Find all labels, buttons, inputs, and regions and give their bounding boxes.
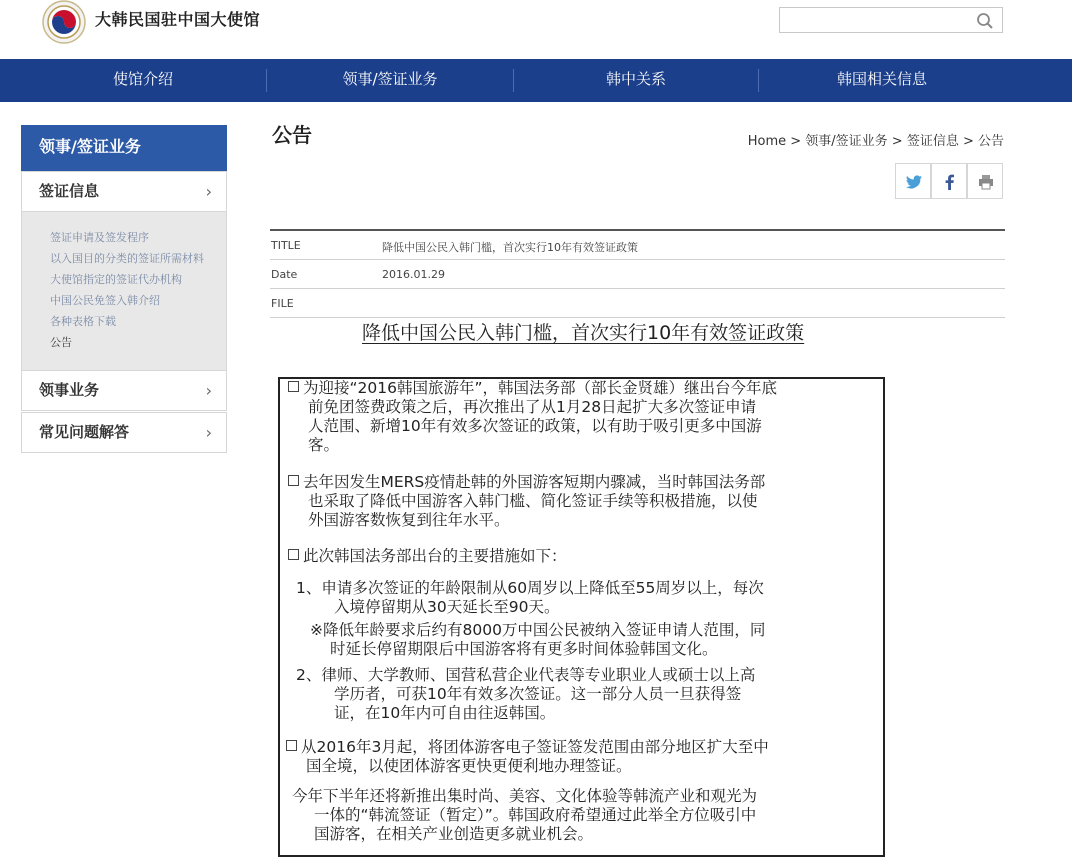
bullet-square-icon [288, 549, 299, 560]
notice-line: 从2016年3月起，将团体游客电子签证签发范围由部分地区扩大至中 [301, 738, 769, 756]
notice-paragraph-3 [288, 547, 567, 566]
notice-line: 国游客，在相关产业创造更多就业机会。 [314, 825, 594, 843]
notice-line: 时延长停留期限后中国游客将有更多时间体验韩国文化。 [330, 640, 718, 658]
facebook-icon [941, 173, 959, 191]
sidebar-item-label: 签证信息 [39, 182, 100, 200]
embassy-emblem-icon[interactable] [42, 0, 86, 44]
notice-line: 国全境，以使团体游客更快更便利地办理签证。 [306, 757, 632, 775]
chevron-right-icon: › [205, 182, 212, 201]
notice-line: 入境停留期从30天延长至90天。 [334, 598, 560, 616]
nav-item-korea-china-relations[interactable]: 韩中关系 [605, 70, 666, 88]
print-icon [977, 173, 995, 191]
notice-line: 外国游客数恢复到往年水平。 [308, 511, 510, 529]
nav-item-consular-visa[interactable]: 领事/签证业务 [342, 70, 438, 88]
sub-item-visa-documents[interactable]: 以入国目的分类的签证所需材料 [50, 252, 204, 265]
meta-value: 降低中国公民入韩门槛，首次实行10年有效签证政策 [382, 241, 638, 254]
notice-line: 一体的“韩流签证（暂定）”。韩国政府希望通过此举全方位吸引中 [314, 806, 757, 824]
notice-line: 客。 [308, 436, 340, 454]
meta-key: Date [271, 268, 298, 281]
bullet-square-icon [288, 475, 299, 486]
notice-line: 也采取了降低中国游客入韩门槛、简化签证手续等积极措施，以使 [308, 492, 758, 510]
notice-measure-2 [296, 666, 755, 723]
notice-line: 学历者，可获10年有效多次签证。这一部分人员一旦获得签 [334, 685, 742, 703]
sidebar-item-consular[interactable] [21, 370, 227, 411]
twitter-icon [905, 173, 923, 191]
breadcrumb[interactable]: Home > 领事/签证业务 > 签证信息 > 公告 [747, 134, 1004, 149]
site-header [0, 0, 1072, 58]
sidebar-item-label: 常见问题解答 [39, 423, 130, 441]
meta-key: TITLE [271, 239, 301, 252]
bullet-square-icon [286, 740, 297, 751]
notice-paragraph-2 [288, 473, 765, 530]
notice-line: 人范围、新增10年有效多次签证的政策，以有助于吸引更多中国游 [308, 417, 762, 435]
sub-item-visa-exemption[interactable]: 中国公民免签入韩介绍 [50, 294, 160, 307]
notice-line: 去年因发生MERS疫情赴韩的外国游客短期内骤减，当时韩国法务部 [303, 473, 766, 491]
chevron-right-icon: › [205, 423, 212, 442]
sidebar-heading: 领事/签证业务 [21, 125, 227, 171]
search-input[interactable] [780, 8, 982, 32]
sidebar-submenu [21, 212, 227, 371]
print-button[interactable] [967, 163, 1003, 199]
search-icon[interactable] [976, 12, 994, 30]
sub-item-visa-agencies[interactable]: 大使馆指定的签证代办机构 [50, 273, 182, 286]
twitter-share-button[interactable] [895, 163, 931, 199]
page-title: 公告 [272, 123, 312, 147]
meta-key: FILE [271, 297, 294, 310]
article-title: 降低中国公民入韩门槛，首次实行10年有效签证政策 [362, 322, 805, 344]
notice-line: 证，在10年内可自由往返韩国。 [334, 704, 556, 722]
site-title[interactable]: 大韩民国驻中国大使馆 [95, 10, 261, 29]
notice-line: 前免团签费政策之后，再次推出了从1月28日起扩大多次签证申请 [308, 398, 757, 416]
notice-line: 此次韩国法务部出台的主要措施如下： [303, 547, 567, 565]
meta-row-file [270, 289, 1005, 318]
facebook-share-button[interactable] [931, 163, 967, 199]
sub-item-announcements[interactable]: 公告 [50, 336, 72, 349]
notice-line: 为迎接“2016韩国旅游年”，韩国法务部（部长金贤雄）继出台今年底 [303, 379, 778, 397]
notice-note [310, 621, 765, 659]
sidebar-item-label: 领事业务 [39, 381, 100, 399]
main-nav [0, 59, 1072, 102]
sub-item-forms-download[interactable]: 各种表格下载 [50, 315, 116, 328]
notice-paragraph-4 [286, 738, 769, 776]
post-meta-table [270, 229, 1005, 318]
notice-line: 今年下半年还将新推出集时尚、美容、文化体验等韩流产业和观光为 [292, 787, 758, 805]
chevron-right-icon: › [205, 381, 212, 400]
meta-row-title [270, 231, 1005, 260]
sidebar-item-faq[interactable] [21, 412, 227, 453]
meta-value: 2016.01.29 [382, 268, 445, 281]
notice-line: 1、申请多次签证的年龄限制从60周岁以上降低至55周岁以上，每次 [296, 579, 764, 597]
meta-row-date [270, 260, 1005, 289]
notice-line: 2、律师、大学教师、国营私营企业代表等专业职业人或硕士以上高 [296, 666, 756, 684]
notice-measure-1 [296, 579, 764, 617]
notice-line: ※降低年龄要求后约有8000万中国公民被纳入签证申请人范围，同 [310, 621, 766, 639]
bullet-square-icon [288, 381, 299, 392]
sub-item-visa-procedure[interactable]: 签证申请及签发程序 [50, 231, 149, 244]
nav-item-korea-info[interactable]: 韩国相关信息 [836, 70, 927, 88]
nav-item-embassy-intro[interactable]: 使馆介绍 [112, 70, 173, 88]
notice-paragraph-1 [288, 379, 777, 455]
search-box [779, 7, 1003, 33]
notice-body [278, 377, 885, 857]
sidebar-item-visa-info[interactable] [21, 171, 227, 212]
notice-paragraph-5 [292, 787, 757, 844]
